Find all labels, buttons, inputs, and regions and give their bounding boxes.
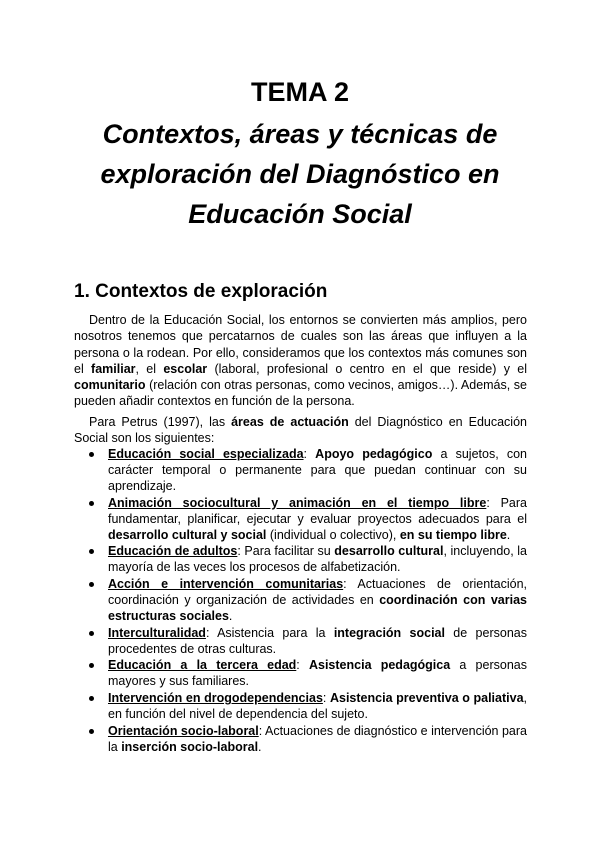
text-run: : Para fundamentar, planificar, ejecutar y evaluar proyectos adecuados para el	[108, 495, 527, 526]
area-name: Orientación socio-laboral	[108, 723, 259, 738]
text-run: de personas procedentes de otras culturas.	[108, 625, 527, 656]
topic-title-line-1: Contextos, áreas y técnicas de	[102, 119, 498, 149]
text-run: : Para facilitar su	[237, 544, 335, 559]
text-run: Dentro de la Educación Social, los entornos se convierten más amplios, pero nosotros tenemos que percatarnos de cuales son las áreas que influyen a la persona o la rodean. Por ello, consideramos que los contextos más comunes son el	[74, 313, 527, 376]
list-item	[74, 543, 527, 575]
area-name: Acción e intervención comunitarias	[108, 577, 344, 592]
bold-term: coordinación con varias estructuras sociales	[108, 593, 527, 624]
area-name: Animación sociocultural y animación en el tiempo libre	[108, 495, 487, 510]
text-run: (individual o colectivo),	[266, 527, 400, 542]
text-run: :	[303, 447, 316, 461]
bold-term: Asistencia preventiva o paliativa	[329, 691, 524, 706]
list-item	[74, 690, 527, 722]
bold-term: desarrollo cultural	[334, 544, 444, 559]
area-name: Interculturalidad	[108, 625, 206, 640]
area-name: Educación social especializada	[108, 447, 304, 461]
text-run: (laboral, profesional o centro en el que reside) y el	[207, 361, 527, 376]
list-item	[74, 657, 527, 689]
list-item	[74, 576, 527, 624]
text-run: a sujetos, con carácter temporal o permanente para que puedan continuar con su aprendizaje.	[108, 447, 527, 493]
bullet-icon	[89, 582, 94, 587]
bold-term: áreas de actuación	[231, 415, 349, 429]
bold-term: comunitario	[74, 378, 146, 393]
text-run: : Actuaciones de orientación, coordinación y organización de actividades en	[108, 577, 527, 608]
bullet-icon	[89, 501, 94, 506]
bullet-icon	[89, 452, 94, 457]
text-run: del Diagnóstico en Educación Social son los siguientes:	[74, 415, 527, 446]
bold-term: Asistencia pedagógica	[308, 658, 451, 673]
topic-title-line-2: exploración del Diagnóstico en	[100, 159, 500, 189]
text-run: .	[228, 609, 233, 624]
bold-term: inserción socio-laboral	[121, 739, 259, 754]
bullet-icon	[89, 631, 94, 636]
intro-paragraph	[74, 312, 527, 410]
text-run: : Asistencia para la	[205, 625, 334, 640]
bold-term: en su tiempo libre	[399, 527, 507, 542]
text-run: (relación con otras personas, como vecinos, amigos…). Además, se pueden añadir contextos en función de la persona.	[74, 378, 527, 409]
text-run: a personas mayores y sus familiares.	[108, 658, 527, 689]
bold-term: familiar	[91, 361, 136, 376]
bullet-icon	[89, 696, 94, 701]
text-run: , el	[135, 361, 164, 376]
list-item	[74, 446, 527, 494]
text-run: , incluyendo, la mayoría de las veces los procesos de alfabetización.	[108, 544, 528, 575]
topic-number: TEMA 2	[250, 77, 349, 107]
text-run: , en función del nivel de dependencia del sujeto.	[108, 691, 528, 722]
area-name: Educación a la tercera edad	[108, 658, 297, 673]
text-run: Para Petrus (1997), las	[89, 415, 232, 429]
area-name: Intervención en drogodependencias	[108, 691, 323, 706]
text-run: : Actuaciones de diagnóstico e intervención para la	[108, 723, 527, 754]
topic-title	[40, 114, 560, 234]
bullet-icon	[89, 663, 94, 668]
list-item	[74, 625, 527, 657]
list-item	[74, 723, 527, 755]
section-heading: 1. Contextos de exploración	[74, 281, 328, 302]
bold-term: escolar	[163, 361, 208, 376]
topic-title-line-3: Educación Social	[188, 199, 412, 229]
bullet-icon	[89, 729, 94, 734]
bold-term: desarrollo cultural y social	[108, 527, 267, 542]
text-run: .	[506, 527, 511, 542]
areas-list	[74, 446, 527, 756]
areas-intro-paragraph	[74, 414, 527, 447]
text-run: .	[258, 739, 262, 754]
bullet-icon	[89, 549, 94, 554]
bold-term: integración social	[333, 625, 445, 640]
list-item	[74, 495, 527, 543]
text-run: :	[322, 691, 330, 706]
bold-term: Apoyo pedagógico	[315, 447, 433, 461]
text-run: :	[296, 658, 309, 673]
area-name: Educación de adultos	[108, 544, 238, 559]
